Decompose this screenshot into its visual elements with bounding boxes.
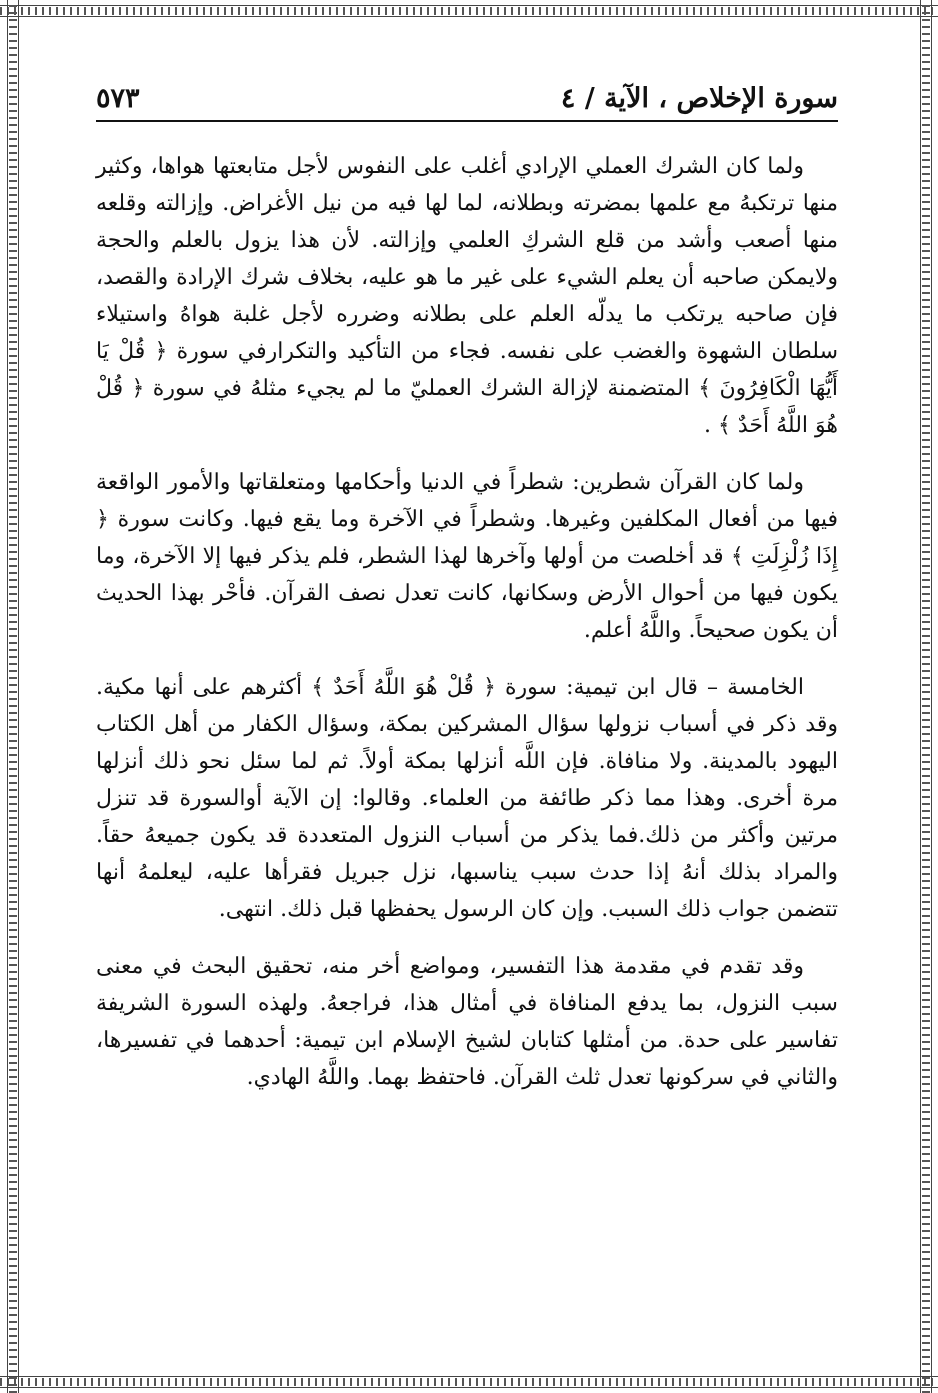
paragraph: ولما كان القرآن شطرين: شطراً في الدنيا وأحكامها ومتعلقاتها والأمور الواقعة فيها من أفعال المكلفين وغيرها. وشطراً في الآخرة وما يقع فيها. وكانت سورة ﴿ إِذَا زُلْزِلَتِ ﴾ قد أخلصت من أولها وآخرها لهذا الشطر، فلم يذكر فيها إلا الآخرة، وما يكون فيها من أحوال الأرض وسكانها، كانت تعدل نصف القرآن. فأحْر بهذا الحديث أن يكون صحيحاً. واللَّهُ أعلم.	[96, 470, 838, 643]
page-number: ٥٧٣	[96, 83, 140, 114]
paragraph: ولما كان الشرك العملي الإرادي أغلب على النفوس لأجل متابعتها هواها، وكثير منها ترتكبهُ مع علمها بمضرته وبطلانه، لما لها فيه من نيل الأغراض. وإزالته وقلعه منها أصعب وأشد من قلع الشركِ العلمي وإزالته. لأن هذا يزول بالعلم والحجة ولايمكن صاحبه أن يعلم الشيء على غير ما هو عليه، بخلاف شرك الإرادة والقصد، فإن صاحبه يرتكب ما يدلّه العلم على بطلانه وضرره لأجل غلبة هواهُ واستيلاء سلطان الشهوة والغضب على نفسه. فجاء من التأكيد والتكرارفي سورة ﴿ قُلْ يَا أَيُّهَا الْكَافِرُونَ ﴾ المتضمنة لإزالة الشرك العمليّ ما لم يجيء مثلهُ في سورة ﴿ قُلْ هُوَ اللَّهُ أَحَدٌ ﴾ .	[96, 154, 838, 438]
page-header	[96, 82, 838, 122]
page-body	[96, 148, 838, 1096]
paragraph: الخامسة – قال ابن تيمية: سورة ﴿ قُلْ هُوَ اللَّهُ أَحَدٌ ﴾ أكثرهم على أنها مكية. وقد ذكر في أسباب نزولها سؤال المشركين بمكة، وسؤال الكفار من أهل الكتاب اليهود بالمدينة. ولا منافاة. فإن اللَّه أنزلها بمكة أولاً. ثم لما سئل نحو ذلك أنزلها مرة أخرى. وهذا مما ذكر طائفة من العلماء. وقالوا: إن الآية أوالسورة قد تنزل مرتين وأكثر من ذلك.فما يذكر من أسباب النزول المتعددة قد يكون جميعهُ حقاً. والمراد بذلك أنهُ إذا حدث سبب يناسبها، نزل جبريل فقرأها عليه، ليعلمهُ أنها تتضمن جواب ذلك السبب. وإن كان الرسول يحفظها قبل ذلك. انتهى.	[96, 675, 838, 922]
decorative-border-right	[919, 0, 933, 1393]
running-title: سورة الإخلاص ، الآية / ٤	[560, 83, 838, 114]
decorative-border-bottom	[0, 1375, 938, 1389]
decorative-border-left	[6, 0, 20, 1393]
decorative-border-top	[0, 4, 938, 18]
paragraph: وقد تقدم في مقدمة هذا التفسير، ومواضع أخر منه، تحقيق البحث في معنى سبب النزول، بما يدفع المنافاة في أمثال هذا، فراجعهُ. ولهذه السورة الشريفة تفاسير على حدة. من أمثلها كتابان لشيخ الإسلام ابن تيمية: أحدهما في تفسيرها، والثاني في سركونها تعدل ثلث القرآن. فاحتفظ بهما. واللَّهُ الهادي.	[96, 954, 838, 1090]
